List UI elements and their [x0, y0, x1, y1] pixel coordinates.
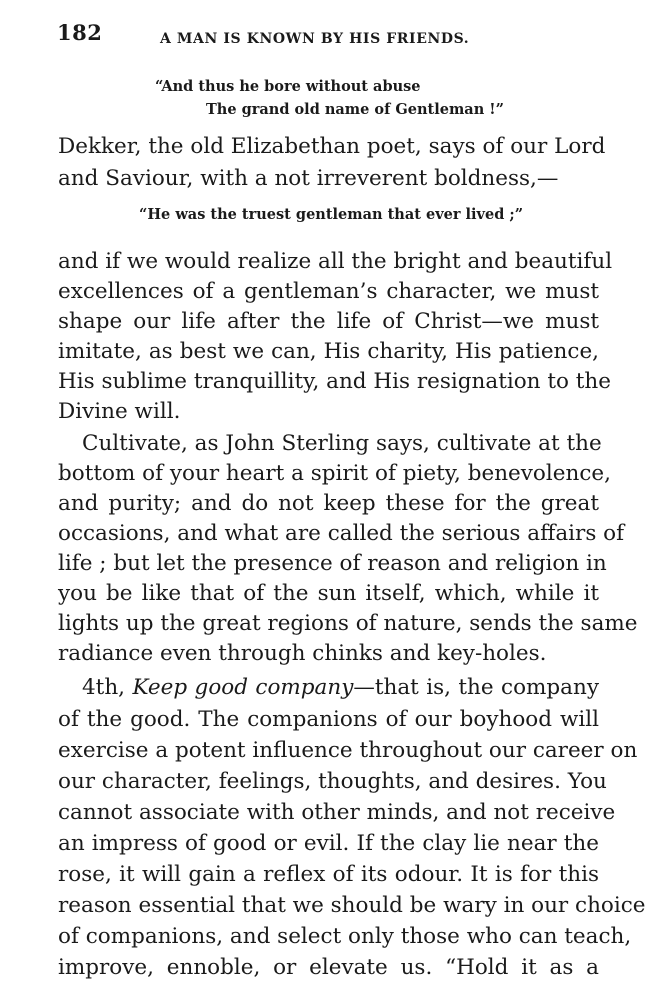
body-line: and Saviour, with a not irreverent boldness,—	[58, 166, 559, 191]
running-title: A MAN IS KNOWN BY HIS FRIENDS.	[160, 31, 470, 47]
body-line: reason essential that we should be wary in our choice	[58, 893, 646, 918]
verse-quote-line: The grand old name of Gentleman !”	[206, 101, 505, 118]
body-line: and if we would realize all the bright and beautiful	[58, 249, 613, 274]
body-line: exercise a potent influence throughout our career on	[58, 738, 638, 763]
body-line: His sublime tranquillity, and His resignation to the	[58, 369, 611, 394]
body-line: bottom of your heart a spirit of piety, benevolence,	[58, 461, 611, 486]
body-line: Divine will.	[58, 399, 181, 424]
body-line: radiance even through chinks and key-holes.	[58, 641, 547, 666]
body-line: of the good. The companions of our boyhood will	[58, 707, 599, 732]
body-line: improve, ennoble, or elevate us. “Hold it as a	[58, 955, 599, 980]
body-text: —that is, the company	[353, 675, 599, 700]
body-line: of companions, and select only those who can teach,	[58, 924, 632, 949]
inline-quote: “He was the truest gentleman that ever lived ;”	[139, 206, 524, 223]
body-line: and purity; and do not keep these for the great	[58, 491, 599, 516]
body-line-first	[82, 674, 599, 702]
body-line: Cultivate, as John Sterling says, cultivate at the	[82, 431, 602, 456]
body-line: imitate, as best we can, His charity, His patience,	[58, 339, 599, 364]
body-line: cannot associate with other minds, and not receive	[58, 800, 616, 825]
body-line: life ; but let the presence of reason and religion in	[58, 551, 607, 576]
body-line: you be like that of the sun itself, which, while it	[58, 581, 599, 606]
section-lead: 4th,	[82, 675, 125, 700]
body-line: our character, feelings, thoughts, and desires. You	[58, 769, 607, 794]
page-number: 182	[57, 20, 103, 45]
body-line: Dekker, the old Elizabethan poet, says of our Lord	[58, 134, 606, 159]
body-line: excellences of a gentleman’s character, we must	[58, 279, 599, 304]
body-line: an impress of good or evil. If the clay lie near the	[58, 831, 599, 856]
body-line: rose, it will gain a reflex of its odour. It is for this	[58, 862, 599, 887]
body-line: occasions, and what are called the serious affairs of	[58, 521, 625, 546]
body-line: shape our life after the life of Christ—we must	[58, 309, 599, 334]
verse-quote-line: “And thus he bore without abuse	[155, 78, 421, 95]
italic-heading: Keep good company	[132, 675, 354, 700]
body-line: lights up the great regions of nature, sends the same	[58, 611, 638, 636]
